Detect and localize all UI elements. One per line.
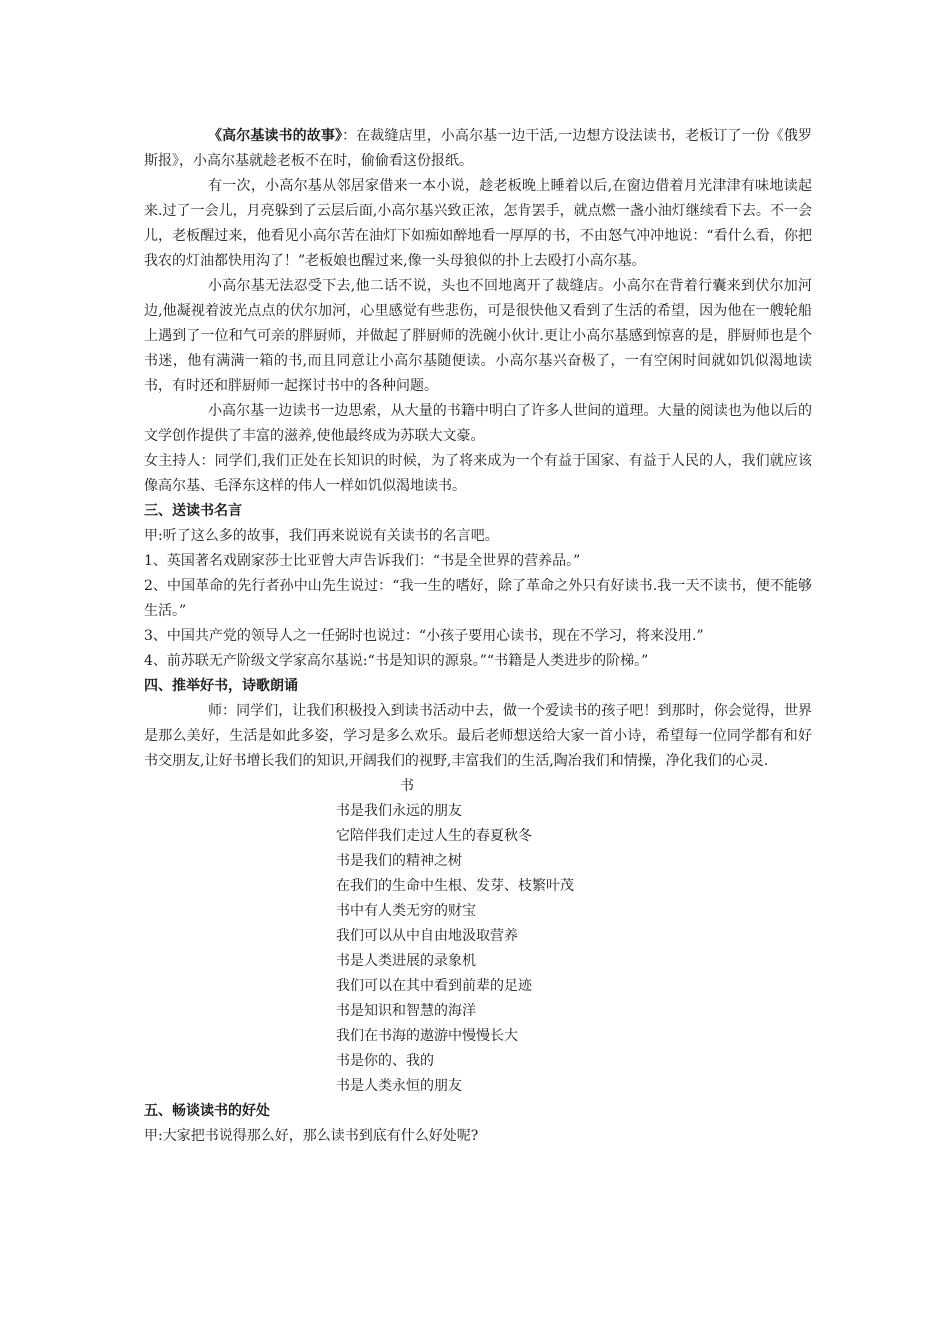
story-paragraph-1 (144, 124, 812, 174)
poem-body (144, 799, 812, 1099)
section-5-intro: 甲:大家把书说得那么好，那么读书到底有什么好处呢? (144, 1128, 479, 1144)
section-3-heading: 三、送读书名言 (144, 503, 242, 519)
document-page (144, 124, 812, 1149)
poem-line: 我们可以从中自由地汲取营养 (336, 928, 518, 944)
poem-line: 书中有人类无穷的财宝 (336, 903, 476, 919)
story-paragraph-2: 有一次，小高尔基从邻居家借来一本小说，趁老板晚上睡着以后,在窗边借着月光津津有味地读起来.过了一会儿，月亮躲到了云层后面,小高尔基兴致正浓，怎肯罢手，就点燃一盏小油灯继续看下去。不一会儿，老板醒过来，他看见小高尔苦在油灯下如痴如醉地看一厚厚的书，不由怒气冲冲地说：“看什么看，你把我农的灯油都快用沟了！”老板娘也醒过来,像一头母狼似的扑上去殴打小高尔基。 (144, 178, 812, 269)
poem-title: 书 (400, 778, 414, 794)
poem-line: 书是我们永远的朋友 (336, 803, 462, 819)
poem-line: 书是你的、我的 (336, 1053, 434, 1069)
host-female-speech: 女主持人：同学们,我们正处在长知识的时候，为了将来成为一个有益于国家、有益于人民的人，我们就应该像高尔基、毛泽东这样的伟人一样如饥似渴地读书。 (144, 453, 812, 494)
poem-line: 书是人类进展的录象机 (336, 953, 476, 969)
poem-line: 在我们的生命中生根、发芽、枝繁叶茂 (336, 878, 574, 894)
poem-line: 我们在书海的遨游中慢慢长大 (336, 1028, 518, 1044)
section-3-intro: 甲:听了这么多的故事，我们再来说说有关读书的名言吧。 (144, 528, 499, 544)
story-title: 《高尔基读书的故事》 (208, 128, 343, 144)
story-paragraph-3: 小高尔基无法忍受下去,他二话不说，头也不回地离开了裁缝店。小高尔在背着行囊来到伏尔加河边,他凝视着波光点点的伏尔加河，心里感觉有些悲伤，可是很快他又看到了生活的希望，因为他在一艘轮船上遇到了一位和气可亲的胖厨师，并做起了胖厨师的洗碗小伙计.更让小高尔基感到惊喜的是，胖厨师也是个书迷，他有满满一箱的书,而且同意让小高尔基随便读。小高尔基兴奋极了，一有空闲时间就如饥似渴地读书，有时还和胖厨师一起探讨书中的各种问题。 (144, 278, 812, 394)
section-4-heading: 四、推举好书，诗歌朗诵 (144, 678, 298, 694)
teacher-speech: 师：同学们，让我们积极投入到读书活动中去，做一个爱读书的孩子吧！到那时，你会觉得，世界是那么美好，生活是如此多姿，学习是多么欢乐。最后老师想送给大家一首小诗，希望每一位同学都有和好书交朋友,让好书增长我们的知识,开阔我们的视野,丰富我们的生活,陶冶我们和情操，净化我们的心灵. (144, 703, 812, 769)
poem-line: 书是知识和智慧的海洋 (336, 1003, 476, 1019)
section-5-heading: 五、畅谈读书的好处 (144, 1103, 270, 1119)
poem-line: 我们可以在其中看到前辈的足迹 (336, 978, 532, 994)
poem-line: 书是人类永恒的朋友 (336, 1078, 462, 1094)
quote-item: 2、中国革命的先行者孙中山先生说过：“我一生的嗜好，除了革命之外只有好读书.我一天不读书，便不能够生活。” (144, 578, 812, 619)
poem-line: 它陪伴我们走过人生的春夏秋冬 (336, 828, 532, 844)
story-paragraph-4: 小高尔基一边读书一边思索，从大量的书籍中明白了许多人世间的道理。大量的阅读也为他以后的文学创作提供了丰富的滋养,使他最终成为苏联大文豪。 (144, 403, 812, 444)
poem-line: 书是我们的精神之树 (336, 853, 462, 869)
quote-item: 1、英国著名戏剧家莎士比亚曾大声告诉我们：“书是全世界的营养品。” (144, 553, 581, 569)
quote-item: 3、中国共产党的领导人之一任弼时也说过：“小孩子要用心读书，现在不学习，将来没用.” (144, 628, 704, 644)
quote-item: 4、前苏联无产阶级文学家高尔基说:“书是知识的源泉。”“书籍是人类进步的阶梯。” (144, 653, 649, 669)
story-paragraph-1-text: ：在裁缝店里，小高尔基一边干活,一边想方设法读书，老板订了一份《俄罗斯报》，小高尔基就趁老板不在时，偷偷看这份报纸。 (144, 128, 813, 169)
